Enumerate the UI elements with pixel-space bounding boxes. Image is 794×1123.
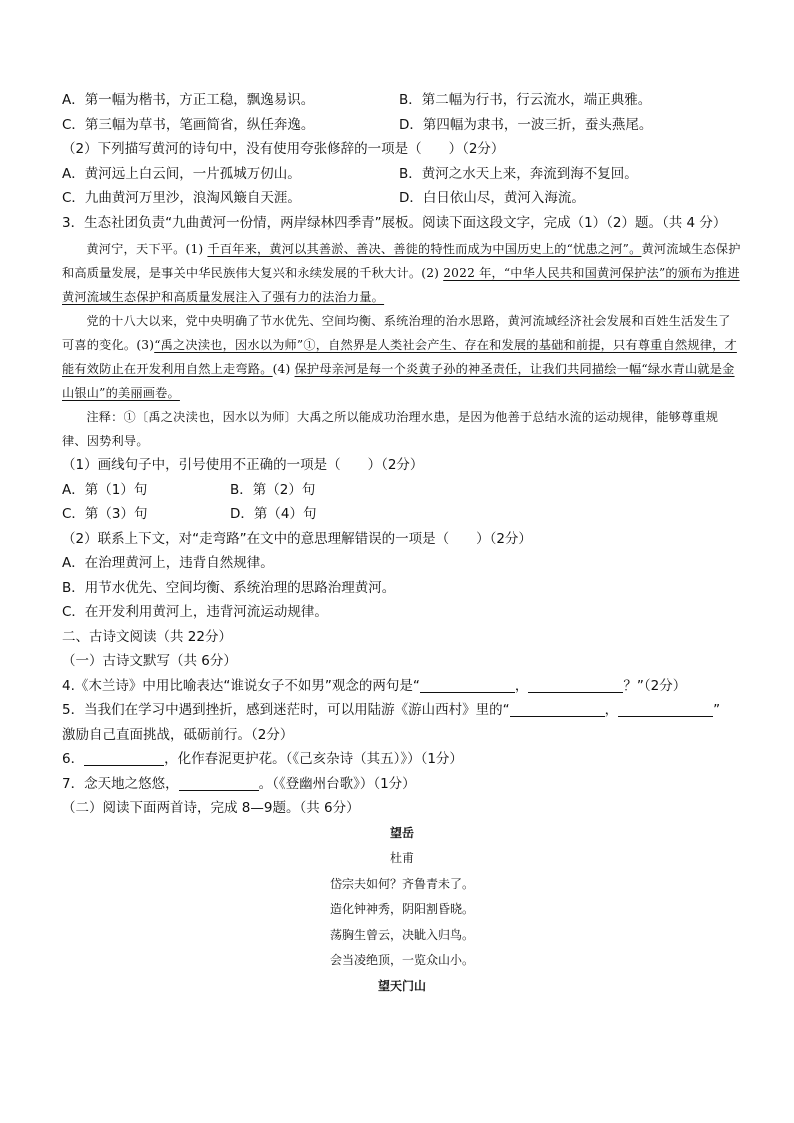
q3-stem: 3．生态社团负责“九曲黄河一份情，两岸绿林四季青”展板。阅读下面这段文字，完成（1）（2）题。（共 4 分） [62,214,727,231]
poem-author: 杜甫 [389,851,414,865]
q2-options-row-2 [62,186,742,211]
underlined-sentence-2: 2022 年，“中华人民共和国黄河保护法”的颁布为推进黄河流域生态保护和高质量发展注入了强有力的法治力量。 [62,266,740,304]
passage-paragraph-2 [62,309,742,405]
q4-text-b: ？”（2分） [623,677,687,694]
q3-1-option-b: B．第（2）句 [230,481,316,498]
q1-options-row-1 [62,88,742,113]
poem-wangyue [62,821,742,1000]
q3-1-option-c: C．第（3）句 [62,506,148,522]
q5-blank-1[interactable] [510,701,605,717]
poem-line-4: 会当凌绝顶，一览众山小。 [329,953,474,967]
q5-sep: ， [604,702,619,718]
p1-lead: 黄河宁，天下平。(1) [86,242,208,256]
passage-note: 注释：①〔禹之决渎也，因水以为师〕大禹之所以能成功治理水患，是因为他善于总结水流的运动规律，能够尊重规律、因势利导。 [62,410,719,448]
q6-text: ，化作春泥更护花。（《己亥杂诗（其五）》）（1分） [164,751,463,767]
q2-stem: （2）下列描写黄河的诗句中，没有使用夸张修辞的一项是（ ）（2分） [62,141,505,157]
q7-text-b: 。（《登幽州台歌》）（1分） [258,775,416,792]
poem-line-1: 岱宗夫如何？齐鲁青未了。 [329,876,474,891]
q4-text-a: 4.《木兰诗》中用比喻表达“谁说女子不如男”观念的两句是“ [62,677,420,694]
q6-number: 6． [62,751,85,767]
poem-line-2: 造化钟神秀，阴阳割昏晓。 [329,902,474,916]
q3-1-options-row-1 [62,478,742,503]
poem-2-title: 望天门山 [377,978,426,993]
q1-option-a: A．第一幅为楷书，方正工稳，飘逸易识。 [62,92,315,108]
p1-mid: 黄河流域生态保护和高质量发展，是事关中华民族伟大复兴和永续发展的千秋大计。 [62,242,741,280]
p2-lead: 党的十八大以来，党中央明确了节水优先、空间均衡、系统治理的治水思路，黄河流域经济社会发展和百姓生活发生了可喜的变化。(3) [62,314,731,352]
underlined-sentence-1: 千百年来，黄河以其善淤、善决、善徙的特性而成为中国历史上的“忧患之河”。 [207,242,642,256]
p1-num2: (2) [421,266,444,280]
q7-text-a: 7．念天地之悠悠， [62,775,179,792]
q3-2-stem: （2）联系上下文，对“走弯路”在文中的意思理解错误的一项是（ ）（2分） [62,530,532,547]
poem-title: 望岳 [389,825,414,840]
q4-sep: ， [514,677,529,694]
poem-line-3: 荡胸生曾云，决眦入归鸟。 [329,927,474,942]
q2-option-c: C．九曲黄河万里沙，浪淘风簸自天涯。 [62,190,301,206]
section-2-sub-2: （二）阅读下面两首诗，完成 8—9题。（共 6分） [62,800,360,816]
section-2-title: 二、古诗文阅读（共 22分） [62,628,232,645]
q1-option-b: B．第二幅为行书，行云流水，端正典雅。 [399,92,652,108]
q2-option-b: B．黄河之水天上来，奔流到海不复回。 [399,165,638,182]
q4-blank-1[interactable] [420,677,515,693]
q4 [62,674,742,699]
q3-2-option-a: A．在治理黄河上，违背自然规律。 [62,555,274,571]
q1-options-row-2 [62,113,742,138]
q2-option-a: A．黄河远上白云间，一片孤城万仞山。 [62,165,301,182]
q1-option-d: D．第四幅为隶书，一波三折，蚕头燕尾。 [399,116,653,133]
q5-continuation: 激励自己直面挑战，砥砺前行。（2分） [62,726,294,743]
underlined-sentence-4: 保护母亲河是每一个炎黄子孙的神圣责任，让我们共同描绘一幅“绿水青山就是金山银山”的美丽画卷。 [62,362,735,400]
q3-1-option-a: A．第（1）句 [62,481,148,498]
q6-blank[interactable] [84,750,164,766]
q3-1-options-row-2 [62,502,742,527]
q5-blank-2[interactable] [618,701,713,717]
q1-option-c: C．第三幅为草书，笔画简省，纵任奔逸。 [62,116,315,133]
exam-page [62,88,742,999]
p2-num4: (4) [272,362,295,376]
q3-2-option-c: C．在开发利用黄河上，违背河流运动规律。 [62,604,328,620]
underlined-sentence-3: “禹之决渎也，因水以为师”①，自然界是人类社会产生、存在和发展的基础和前提，只有尊重自然规律，才能有效防止在开发利用自然上走弯路。 [62,338,737,376]
q3-1-option-d: D．第（4）句 [230,506,317,522]
q5-text-a: 5．当我们在学习中遇到挫折，感到迷茫时，可以用陆游《游山西村》里的“ [62,702,510,718]
q3-2-option-b: B．用节水优先、空间均衡、系统治理的思路治理黄河。 [62,579,396,596]
passage-paragraph-1 [62,237,742,309]
q4-blank-2[interactable] [528,677,623,693]
q7-blank[interactable] [179,775,259,791]
q7 [62,772,742,797]
q3-1-stem: （1）画线句子中，引号使用不正确的一项是（ ）（2分） [62,457,424,473]
q5-end-quote: ” [713,702,721,718]
q2-option-d: D．白日依山尽，黄河入海流。 [399,190,585,206]
q2-options-row-1 [62,162,742,187]
section-2-sub-1: （一）古诗文默写（共 6分） [62,653,237,669]
q5 [62,698,742,723]
q6 [62,747,742,772]
